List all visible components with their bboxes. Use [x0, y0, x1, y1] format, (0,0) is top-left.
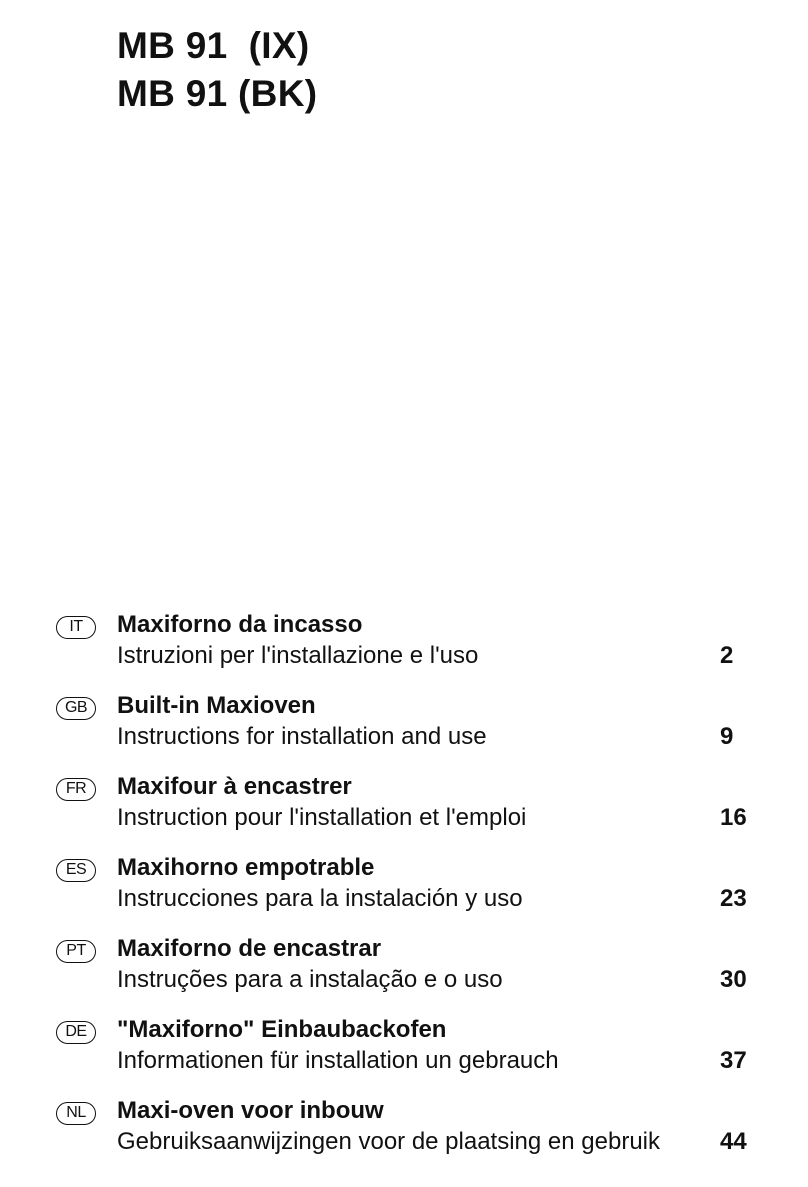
toc-entry-title: Maxiforno de encastrar — [117, 935, 382, 962]
toc-entry-page-number: 16 — [720, 804, 747, 831]
model-title-line-bk: MB 91 (BK) — [117, 73, 318, 114]
toc-entry-page-number: 23 — [720, 885, 747, 912]
toc-entry-page-number: 37 — [720, 1047, 747, 1074]
language-badge-nl: NL — [56, 1102, 96, 1125]
table-of-contents — [0, 606, 808, 1173]
language-badge-it: IT — [56, 616, 96, 639]
toc-entry-pt — [0, 930, 808, 1011]
toc-entry-page-number: 9 — [720, 723, 734, 750]
language-badge-es: ES — [56, 859, 96, 882]
toc-entry-nl — [0, 1092, 808, 1173]
toc-entry-title: Maxiforno da incasso — [117, 611, 363, 638]
toc-entry-subtitle: Instruções para a instalação e o uso — [117, 966, 503, 993]
toc-entry-title: "Maxiforno" Einbaubackofen — [117, 1016, 447, 1043]
toc-entry-fr — [0, 768, 808, 849]
toc-entry-de — [0, 1011, 808, 1092]
toc-entry-gb — [0, 687, 808, 768]
language-badge-de: DE — [56, 1021, 96, 1044]
toc-entry-subtitle: Instruction pour l'installation et l'emploi — [117, 804, 527, 831]
toc-entry-title: Maxi-oven voor inbouw — [117, 1097, 384, 1124]
toc-entry-subtitle: Gebruiksaanwijzingen voor de plaatsing en gebruik — [117, 1128, 660, 1155]
toc-entry-title: Maxihorno empotrable — [117, 854, 375, 881]
language-badge-pt: PT — [56, 940, 96, 963]
toc-entry-subtitle: Instructions for installation and use — [117, 723, 487, 750]
model-title-line-ix: MB 91 (IX) — [117, 25, 310, 66]
toc-entry-page-number: 2 — [720, 642, 734, 669]
toc-entry-title: Maxifour à encastrer — [117, 773, 352, 800]
toc-entry-it — [0, 606, 808, 687]
toc-entry-page-number: 44 — [720, 1128, 747, 1155]
toc-entry-subtitle: Istruzioni per l'installazione e l'uso — [117, 642, 479, 669]
toc-entry-es — [0, 849, 808, 930]
toc-entry-subtitle: Informationen für installation un gebrauch — [117, 1047, 559, 1074]
toc-entry-page-number: 30 — [720, 966, 747, 993]
language-badge-fr: FR — [56, 778, 96, 801]
toc-entry-subtitle: Instrucciones para la instalación y uso — [117, 885, 523, 912]
toc-entry-title: Built-in Maxioven — [117, 692, 316, 719]
language-badge-gb: GB — [56, 697, 96, 720]
model-title — [117, 22, 317, 118]
